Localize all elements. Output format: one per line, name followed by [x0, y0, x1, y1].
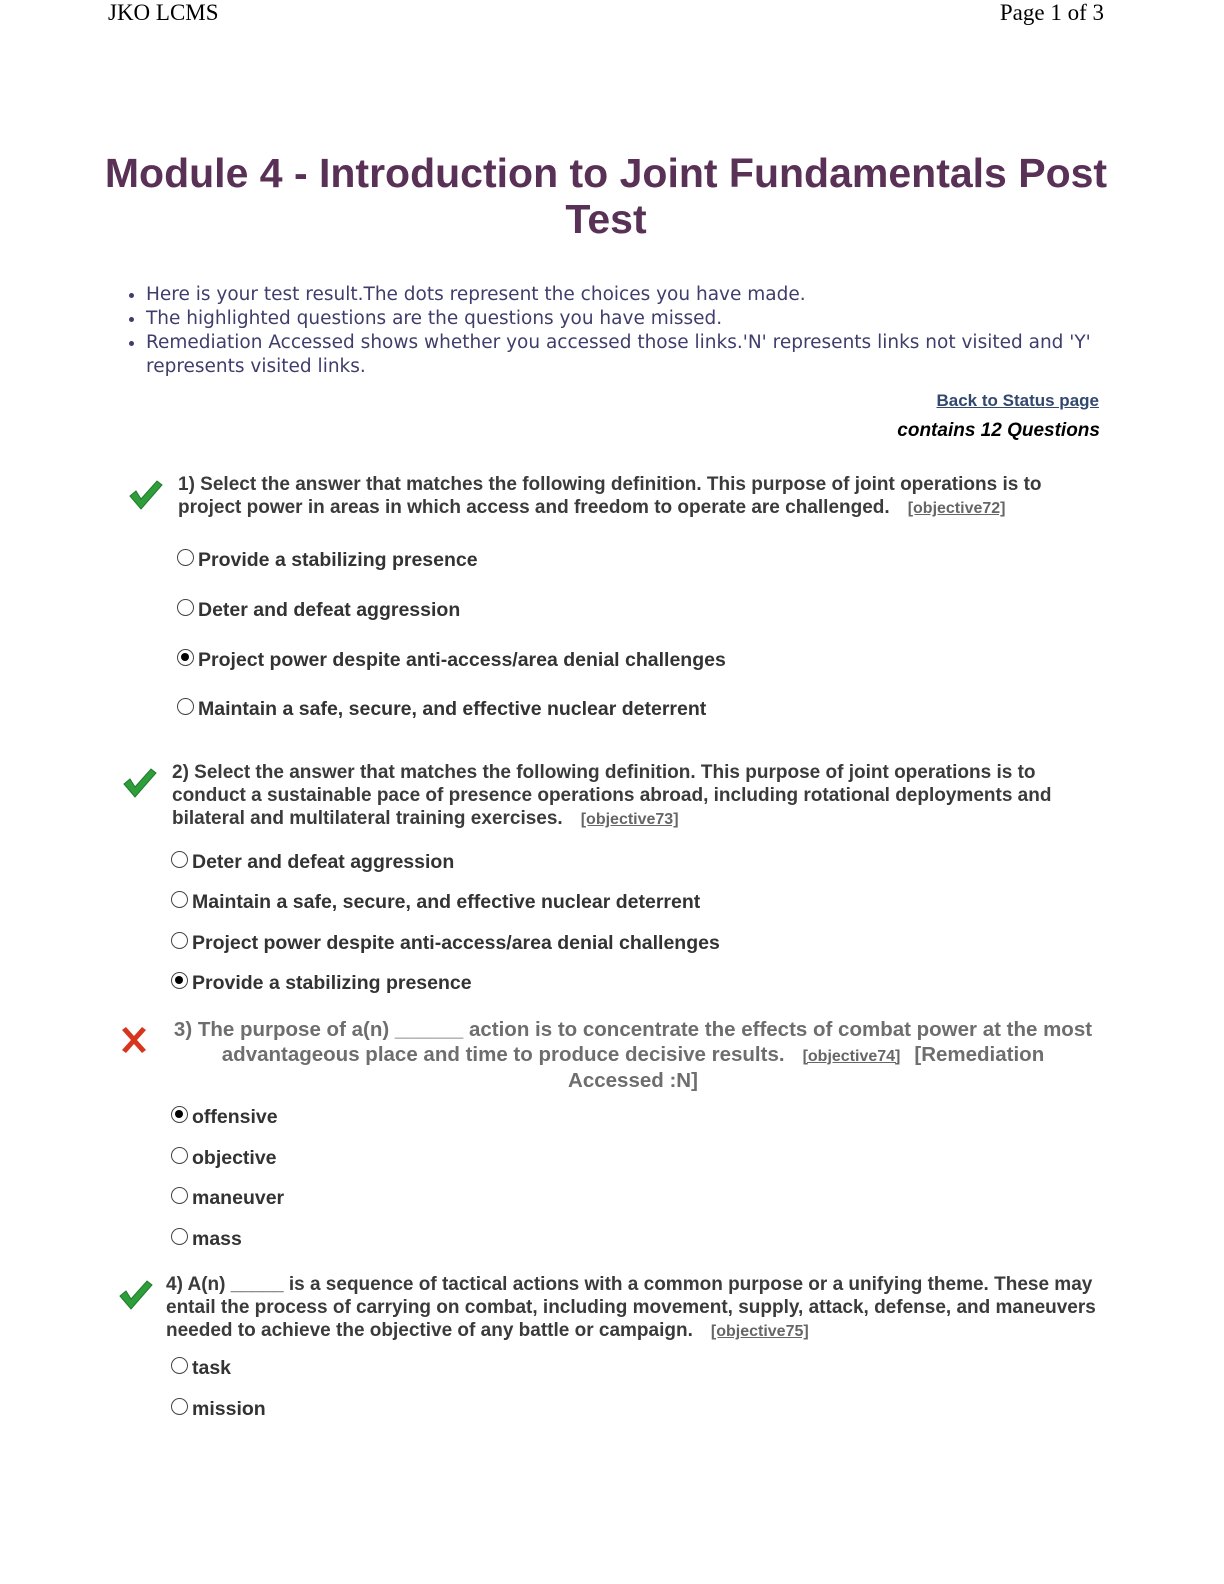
objective-link[interactable]: [objective73]: [580, 811, 679, 828]
question-text: 3) The purpose of a(n) ______ action is to concentrate the effects of combat power at the most advantageous place and time to produce decisive results.: [173, 1018, 1093, 1066]
radio-button-selected[interactable]: [171, 972, 188, 989]
option-label: mission: [192, 1398, 266, 1420]
answer-option[interactable]: [171, 972, 472, 995]
page-title: Module 4 - Introduction to Joint Fundamentals Post Test: [104, 150, 1108, 242]
question-1-text: [178, 473, 1093, 520]
instructions-list: [106, 283, 1106, 379]
objective-link[interactable]: [objective74]: [802, 1047, 901, 1065]
question-4-text: [166, 1273, 1098, 1343]
correct-check-icon: [127, 477, 163, 513]
answer-option[interactable]: [171, 1106, 278, 1129]
option-label: Project power despite anti-access/area denial challenges: [192, 932, 720, 954]
answer-option[interactable]: [171, 851, 454, 874]
option-label: maneuver: [192, 1187, 285, 1209]
option-label: Provide a stabilizing presence: [198, 549, 478, 571]
option-label: mass: [192, 1228, 242, 1250]
objective-link[interactable]: [objective72]: [907, 500, 1006, 517]
question-count: contains 12 Questions: [897, 420, 1100, 441]
answer-option[interactable]: [177, 698, 706, 721]
incorrect-x-icon: [118, 1024, 150, 1056]
option-label: Deter and defeat aggression: [192, 851, 455, 873]
option-label: Maintain a safe, secure, and effective nuclear deterrent: [198, 698, 707, 720]
instruction-item: • Remediation Accessed shows whether you accessed those links.'N' represents links not visited and 'Y' represents visited links.: [146, 331, 1106, 379]
radio-button[interactable]: [171, 1187, 188, 1204]
option-label: Project power despite anti-access/area denial challenges: [198, 649, 726, 671]
correct-check-icon: [117, 1277, 153, 1313]
radio-button[interactable]: [177, 549, 194, 566]
radio-button[interactable]: [171, 891, 188, 908]
radio-button[interactable]: [171, 1228, 188, 1245]
radio-button-selected[interactable]: [171, 1106, 188, 1123]
answer-option[interactable]: [171, 1187, 284, 1210]
answer-option[interactable]: [171, 1357, 231, 1380]
radio-button[interactable]: [171, 1357, 188, 1374]
instruction-item: • Here is your test result.The dots represent the choices you have made.: [146, 283, 1106, 307]
option-label: objective: [192, 1147, 277, 1169]
option-label: Provide a stabilizing presence: [192, 972, 472, 994]
question-3-text: [172, 1018, 1094, 1094]
objective-link[interactable]: [objective75]: [710, 1323, 809, 1340]
option-label: task: [192, 1357, 232, 1379]
radio-button[interactable]: [171, 1147, 188, 1164]
option-label: Maintain a safe, secure, and effective nuclear deterrent: [192, 891, 701, 913]
answer-option[interactable]: [171, 932, 720, 955]
question-text: 4) A(n) _____ is a sequence of tactical actions with a common purpose or a unifying theme. These may entail the process of carrying on combat, including movement, supply, attack, defense, and maneuvers needed to achieve the objective of any battle or campaign.: [166, 1274, 1096, 1341]
answer-option[interactable]: [177, 649, 726, 672]
question-text: 1) Select the answer that matches the following definition. This purpose of joint operations is to project power in areas in which access and freedom to operate are challenged.: [178, 474, 1042, 518]
radio-button[interactable]: [177, 599, 194, 616]
answer-option[interactable]: [171, 1398, 266, 1421]
answer-option[interactable]: [177, 549, 478, 572]
radio-button[interactable]: [171, 1398, 188, 1415]
answer-option[interactable]: [171, 1228, 242, 1251]
radio-button[interactable]: [171, 851, 188, 868]
instruction-item: • The highlighted questions are the questions you have missed.: [146, 307, 1106, 331]
radio-button[interactable]: [177, 698, 194, 715]
answer-option[interactable]: [177, 599, 460, 622]
answer-option[interactable]: [171, 1147, 277, 1170]
radio-button-selected[interactable]: [177, 649, 194, 666]
remediation-status: [Remediation Accessed :N]: [568, 1042, 1045, 1092]
option-label: offensive: [192, 1106, 278, 1128]
question-2-text: [172, 761, 1097, 831]
header-page-number: Page 1 of 3: [999, 0, 1104, 25]
back-to-status-link[interactable]: Back to Status page: [936, 391, 1099, 410]
option-label: Deter and defeat aggression: [198, 599, 461, 621]
question-text: 2) Select the answer that matches the following definition. This purpose of joint operations is to conduct a sustainable pace of presence operations abroad, including rotational deployments and bilateral and multilateral training exercises.: [172, 762, 1052, 829]
correct-check-icon: [121, 765, 157, 801]
radio-button[interactable]: [171, 932, 188, 949]
header-app-name: JKO LCMS: [108, 0, 219, 25]
answer-option[interactable]: [171, 891, 700, 914]
